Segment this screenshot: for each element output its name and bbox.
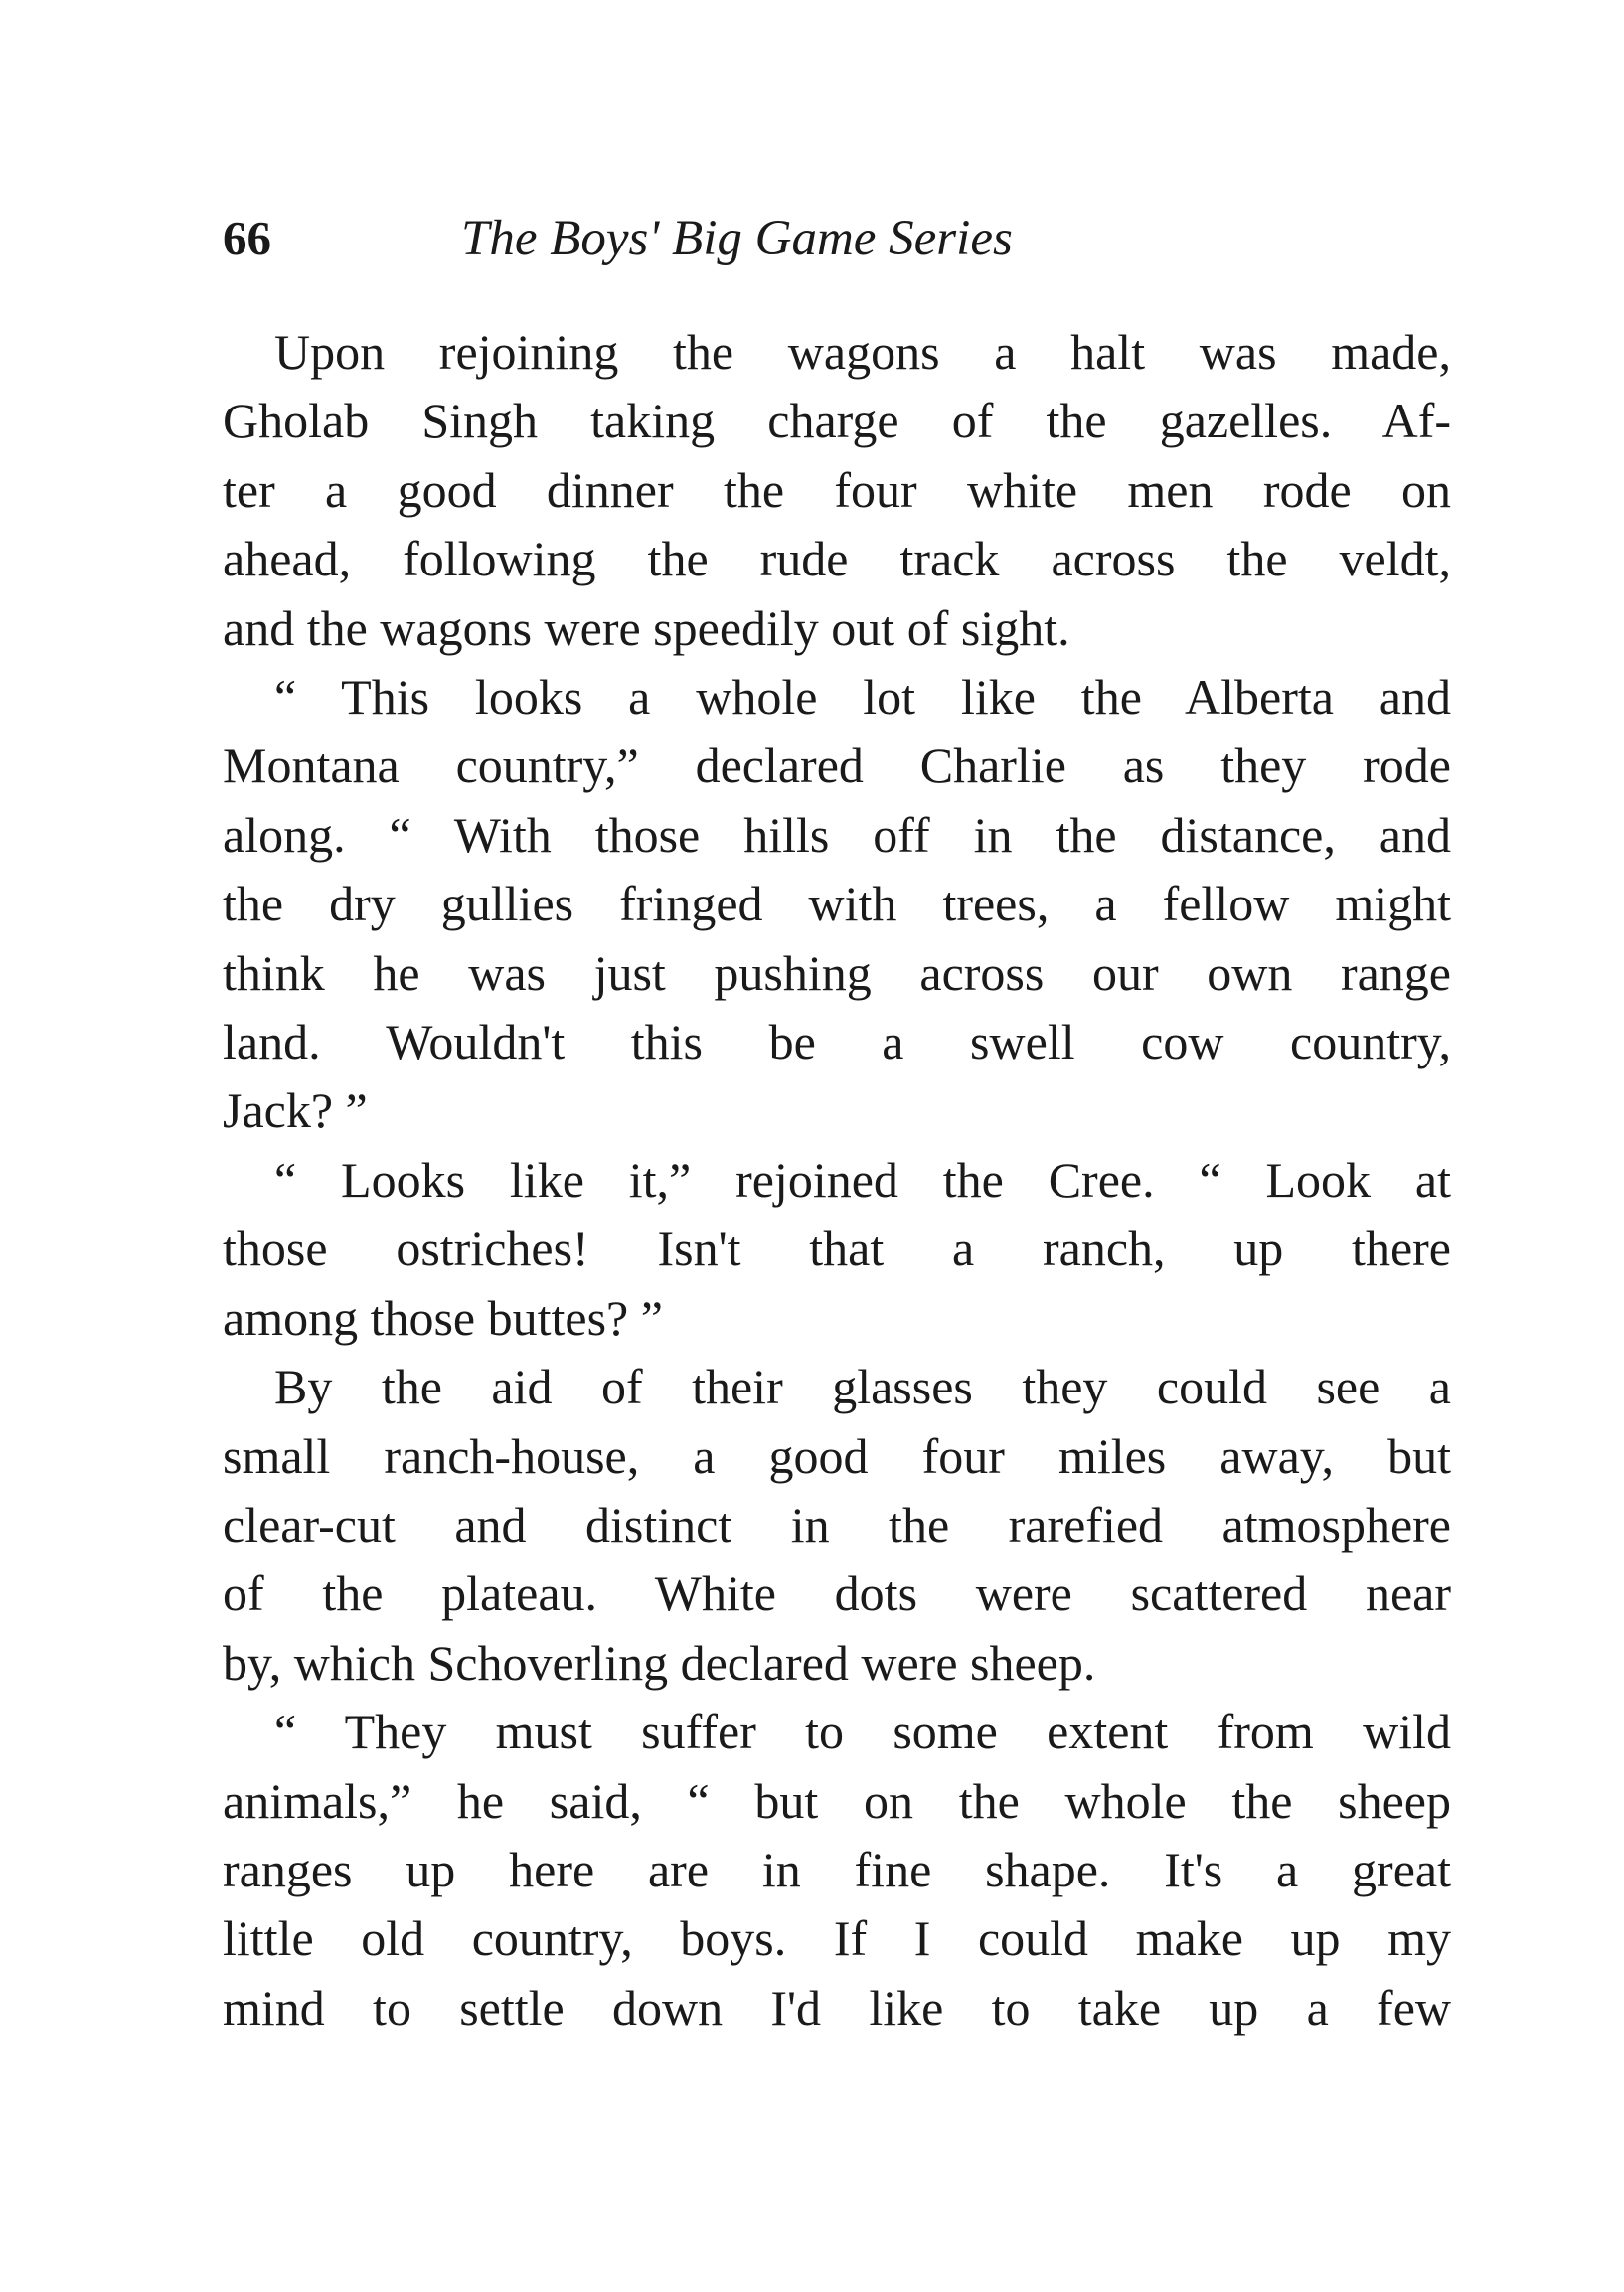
text-line: “ They must suffer to some extent from wild xyxy=(274,1704,1451,1760)
running-title: The Boys' Big Game Series xyxy=(461,211,1013,266)
text-line: along. “ With those hills off in the distance, and xyxy=(223,806,1451,863)
text-line: Gholab Singh taking charge of the gazelles. Af- xyxy=(223,393,1451,449)
text-line: ranges up here are in fine shape. It's a great xyxy=(223,1841,1451,1897)
paragraph xyxy=(223,1698,1451,2043)
text-line: those ostriches! Isn't that a ranch, up there xyxy=(223,1221,1451,1277)
text-line: animals,” he said, “ but on the whole the sheep xyxy=(223,1772,1451,1829)
paragraph xyxy=(223,318,1451,663)
body-text xyxy=(223,318,1451,2043)
text-line: clear-cut and distinct in the rarefied atmosphere xyxy=(223,1496,1451,1553)
text-line: among those buttes? ” xyxy=(223,1289,663,1346)
text-line: ahead, following the rude track across the veldt, xyxy=(223,531,1451,587)
text-line: Montana country,” declared Charlie as they rode xyxy=(223,737,1451,794)
text-line: and the wagons were speedily out of sight. xyxy=(223,599,1070,656)
text-line: of the plateau. White dots were scattered near xyxy=(223,1565,1451,1622)
text-line: small ranch-house, a good four miles away, but xyxy=(223,1427,1451,1484)
page-number: 66 xyxy=(223,211,271,265)
text-line: “ This looks a whole lot like the Alberta and xyxy=(274,669,1451,726)
text-line: Upon rejoining the wagons a halt was made, xyxy=(274,324,1451,380)
text-line: By the aid of their glasses they could see a xyxy=(274,1359,1451,1415)
page-header xyxy=(223,204,1455,273)
text-line: little old country, boys. If I could make up my xyxy=(223,1910,1451,1967)
paragraph xyxy=(223,663,1451,1146)
text-line: the dry gullies fringed with trees, a fellow might xyxy=(223,876,1451,932)
text-line: “ Looks like it,” rejoined the Cree. “ Look at xyxy=(274,1151,1451,1208)
paragraph xyxy=(223,1146,1451,1353)
text-line: ter a good dinner the four white men rode on xyxy=(223,461,1451,518)
paragraph xyxy=(223,1353,1451,1698)
text-line: land. Wouldn't this be a swell cow country, xyxy=(223,1014,1451,1070)
text-line: think he was just pushing across our own range xyxy=(223,944,1451,1001)
text-line: by, which Schoverling declared were sheep. xyxy=(223,1634,1096,1691)
text-line: Jack? ” xyxy=(223,1082,368,1139)
text-line: mind to settle down I'd like to take up a few xyxy=(223,1979,1451,2036)
